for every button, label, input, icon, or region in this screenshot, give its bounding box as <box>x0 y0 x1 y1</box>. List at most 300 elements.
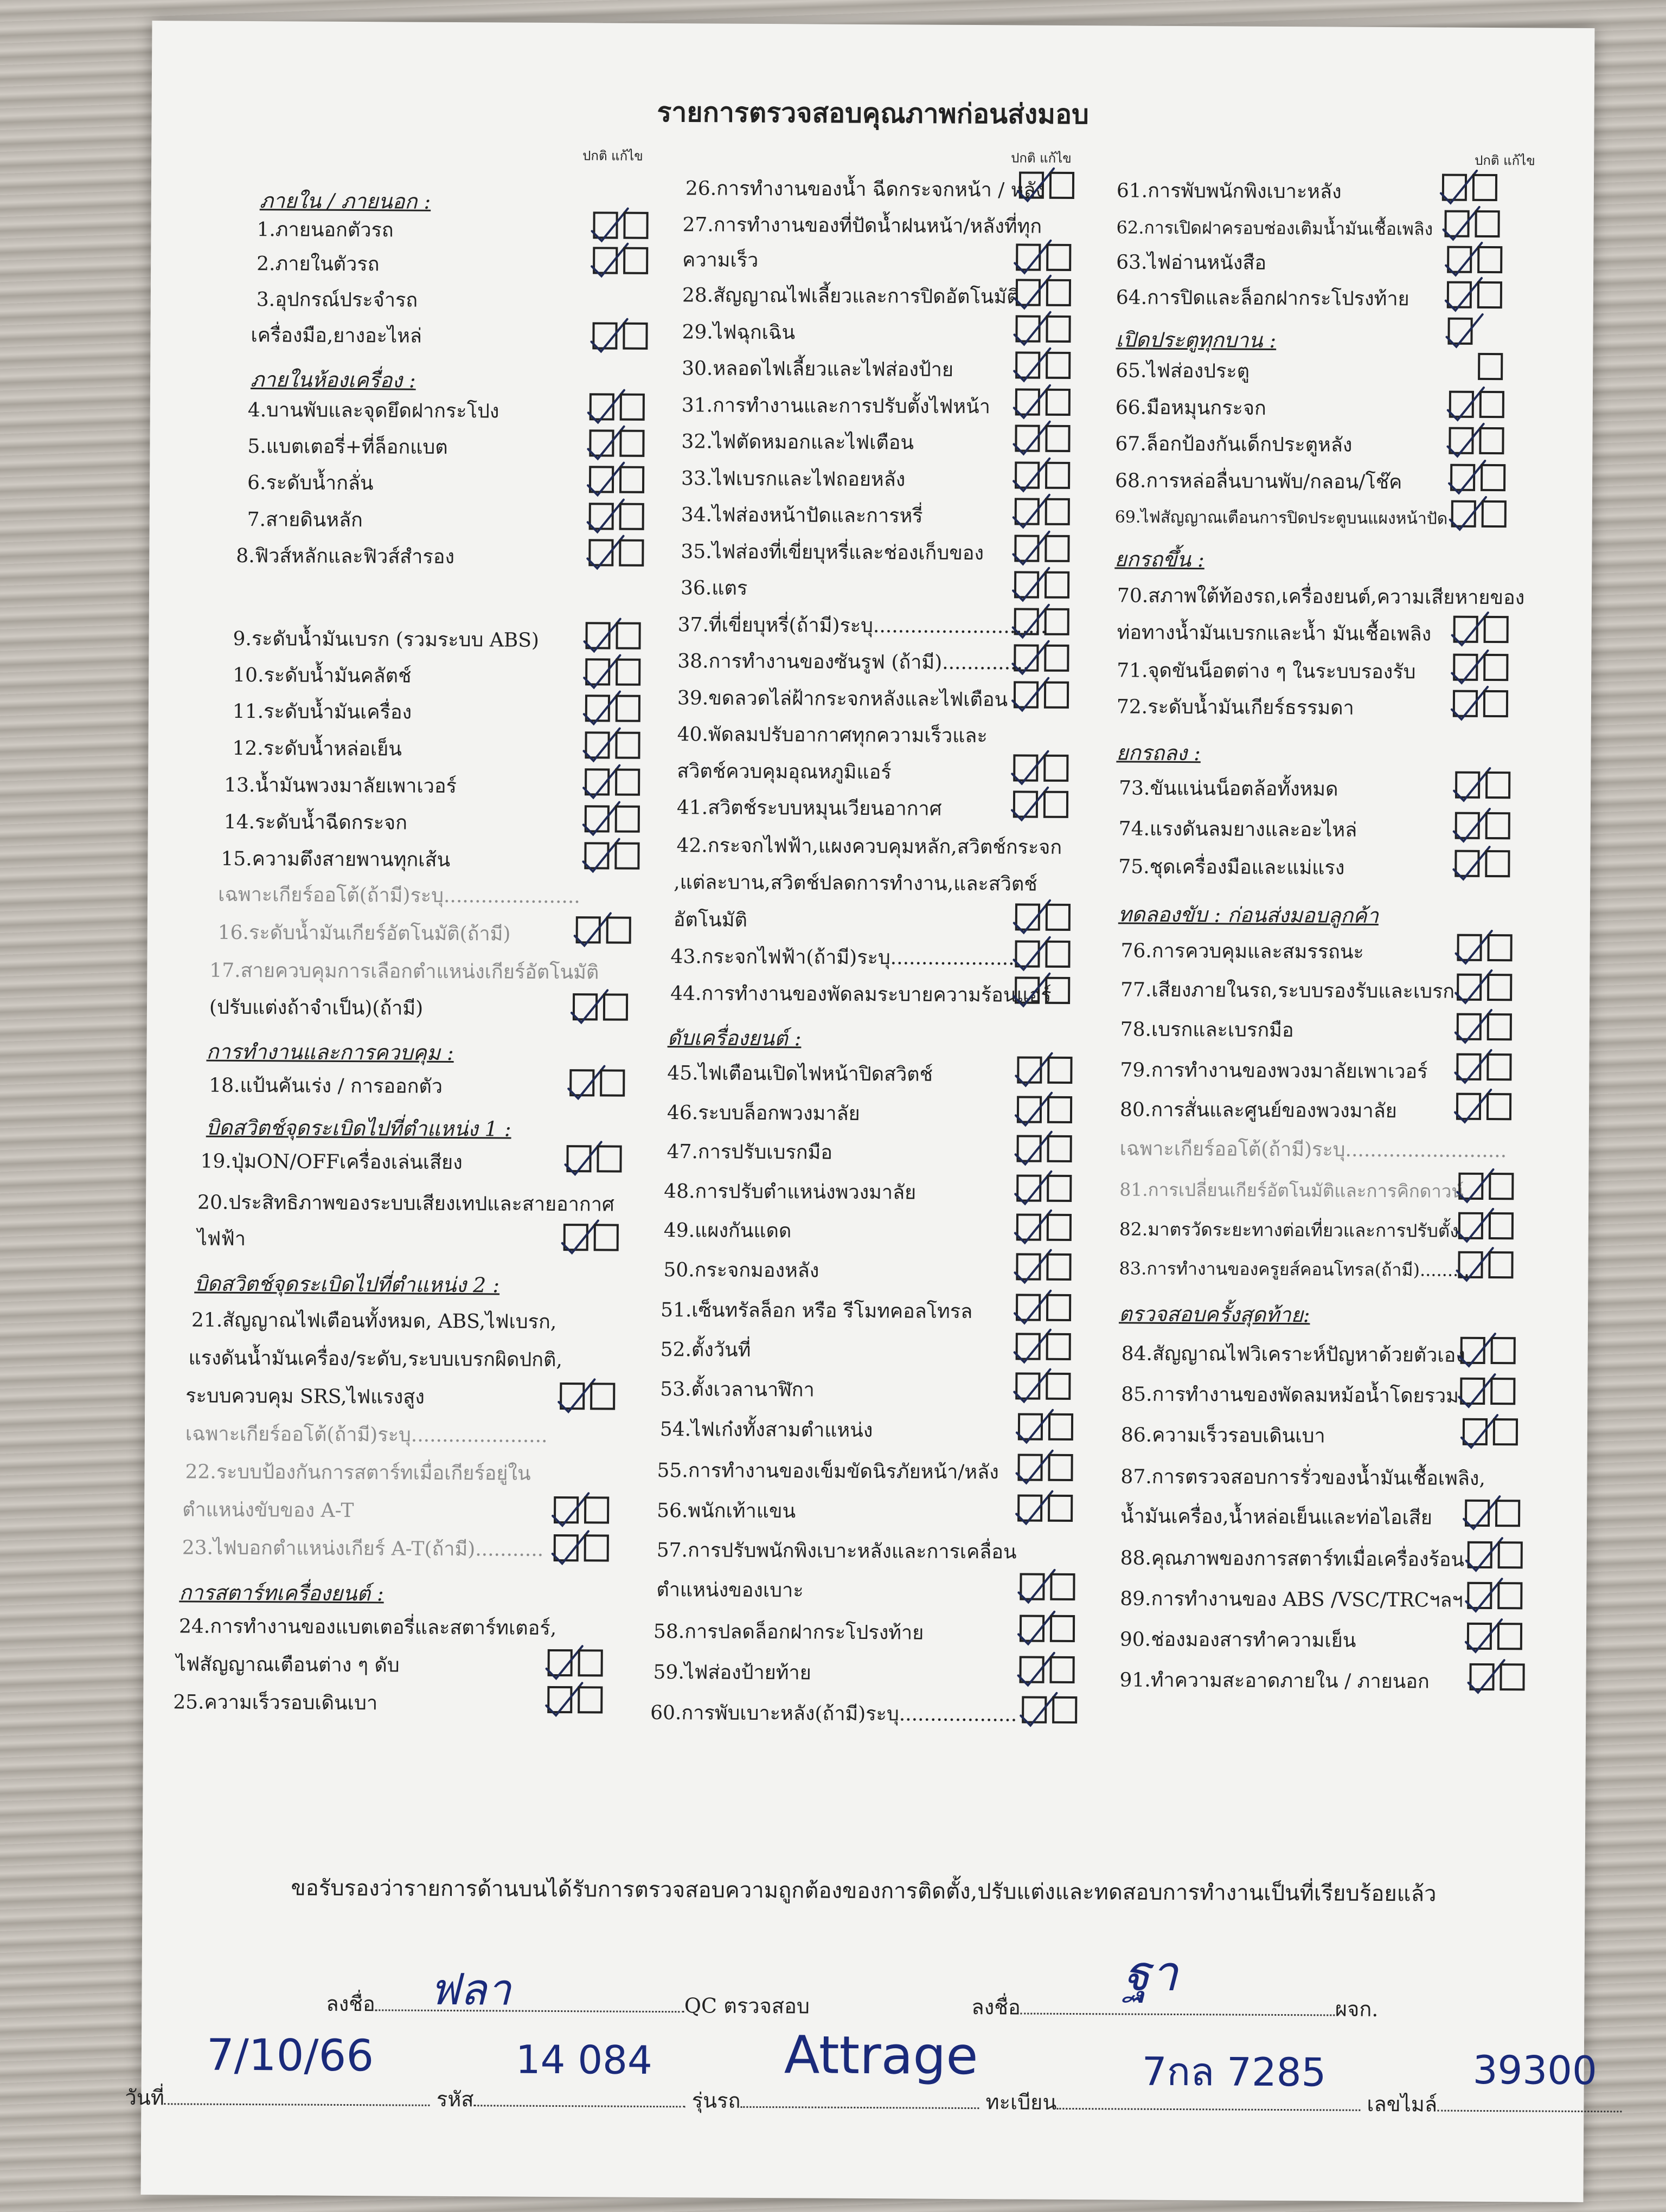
checkbox-fixed[interactable] <box>1475 210 1500 237</box>
checkbox-fixed[interactable] <box>1493 1418 1518 1445</box>
checkbox-fixed[interactable] <box>1483 690 1508 717</box>
checkbox-normal[interactable] <box>1451 500 1476 528</box>
checkbox-pair <box>1444 210 1501 239</box>
checklist-item: 74.แรงดันลมยางและอะไหล่ <box>1118 818 1357 841</box>
checkbox-normal[interactable] <box>1449 391 1474 418</box>
checkbox-normal[interactable] <box>592 322 617 349</box>
checklist-item: 4.บานพับและจุดยึดฝากระโปง <box>247 398 499 423</box>
checkbox-normal[interactable] <box>1014 608 1039 635</box>
checkbox-normal[interactable] <box>1013 790 1038 818</box>
checklist-item: 40.พัดลมปรับอากาศทุกความเร็วและ <box>677 723 988 748</box>
checklist-item: 15.ความตึงสายพานทุกเส้น <box>221 847 451 871</box>
checkbox-pair <box>1467 1582 1523 1611</box>
checkbox-pair <box>1016 279 1072 307</box>
checkbox-normal[interactable] <box>1447 281 1472 308</box>
checkbox-normal[interactable] <box>1015 903 1040 930</box>
mileage-value: 39300 <box>1472 2047 1598 2094</box>
date-value: 7/10/66 <box>206 2029 374 2081</box>
checklist-item: 9.ระดับน้ำมันเบรก (รวมระบบ ABS) <box>233 627 540 652</box>
checkbox-fixed[interactable] <box>1045 608 1069 635</box>
checkbox-pair <box>1017 1494 1074 1523</box>
checkbox-fixed[interactable] <box>616 659 640 686</box>
checkbox-pair <box>1468 1541 1524 1570</box>
checkbox-fixed[interactable] <box>1044 645 1069 672</box>
checklist-item: เครื่องมือ,ยางอะไหล่ <box>251 324 422 348</box>
checkbox-normal[interactable] <box>1014 644 1039 671</box>
checkbox-fixed[interactable] <box>578 1649 603 1676</box>
checkbox-normal[interactable] <box>1017 1494 1042 1521</box>
checkbox-normal[interactable] <box>1458 1212 1483 1239</box>
checkbox-fixed[interactable] <box>600 1069 625 1096</box>
checkbox-fixed[interactable] <box>1048 1454 1073 1481</box>
checkbox-fixed[interactable] <box>623 247 648 274</box>
checkbox-fixed[interactable] <box>606 916 631 943</box>
checkbox-pair <box>1015 461 1071 490</box>
checkbox-normal[interactable] <box>1449 427 1473 454</box>
checklist-item: 78.เบรกและเบรกมือ <box>1120 1018 1294 1042</box>
checkbox-pair <box>1017 1096 1073 1124</box>
checkbox-fixed[interactable] <box>1484 616 1509 643</box>
checkbox-pair <box>1455 771 1511 800</box>
checkbox-pair <box>1447 353 1504 382</box>
checkbox-pair <box>547 1686 604 1715</box>
checklist-item: 44.การทำงานของพัดลมระบายความร้อนแอร์ <box>670 982 1052 1007</box>
checkbox-pair <box>1442 174 1498 203</box>
checklist-item: ไฟสัญญาณเตือนต่าง ๆ ดับ <box>176 1653 400 1677</box>
checkbox-fixed[interactable] <box>1472 174 1497 201</box>
checklist-item: 48.การปรับตำแหน่งพวงมาลัย <box>664 1180 917 1204</box>
date-label: วันที่ <box>125 2085 164 2110</box>
checkbox-fixed[interactable] <box>578 1686 603 1713</box>
checkbox-fixed[interactable] <box>1497 1623 1522 1650</box>
checkbox-pair <box>1453 690 1509 719</box>
checklist-item: น้ำมันเครื่อง,น้ำหล่อเย็นและท่อไอเสีย <box>1120 1505 1433 1529</box>
checkbox-fixed[interactable] <box>1045 571 1069 599</box>
checkbox-fixed[interactable] <box>1500 1663 1524 1690</box>
checkbox-fixed[interactable] <box>1490 1378 1515 1405</box>
checkbox-pair <box>589 429 645 458</box>
checkbox-fixed[interactable] <box>623 212 648 239</box>
checkbox-pair <box>1463 1418 1519 1447</box>
checkbox-normal[interactable] <box>1015 976 1040 1004</box>
checkbox-fixed[interactable] <box>1050 1573 1075 1600</box>
checkbox-normal[interactable] <box>1456 1053 1481 1081</box>
checkbox-pair <box>592 322 649 351</box>
checklist-item: 31.การทำงานและการปรับตั้งไฟหน้า <box>681 394 990 419</box>
checkbox-pair <box>1458 1173 1515 1201</box>
checkbox-fixed[interactable] <box>619 503 644 530</box>
checkbox-pair <box>585 731 641 760</box>
checkbox-normal[interactable] <box>1442 174 1467 201</box>
checklist-item: 57.การปรับพนักพิงเบาะหลังและการเคลื่อน <box>656 1539 1017 1564</box>
checklist-item: 22.ระบบป้องกันการสตาร์ทเมื่อเกียร์อยู่ใน <box>185 1461 531 1485</box>
checkbox-fixed[interactable] <box>1046 316 1071 343</box>
checkbox-pair <box>1016 1174 1073 1203</box>
checkbox-pair <box>548 1649 604 1678</box>
qc-signature-line <box>326 1987 810 2023</box>
checklist-item: 6.ระดับน้ำกลั่น <box>247 471 374 495</box>
checklist-item: 13.น้ำมันพวงมาลัยเพาเวอร์ <box>224 774 457 798</box>
checkbox-normal[interactable] <box>585 768 610 795</box>
checklist-item: 21.สัญญาณไฟเตือนทั้งหมด, ABS,ไฟเบรก, <box>191 1309 557 1334</box>
checkbox-fixed[interactable] <box>584 1496 609 1523</box>
checkbox-fixed[interactable] <box>1047 1214 1072 1241</box>
checkbox-fixed[interactable] <box>1046 1373 1071 1400</box>
checkbox-fixed[interactable] <box>1046 1253 1071 1281</box>
checkbox-pair <box>1016 1213 1073 1242</box>
checkbox-normal[interactable] <box>593 247 618 274</box>
section-heading: ดับเครื่องยนต์ : <box>667 1026 802 1051</box>
checkbox-fixed[interactable] <box>1487 1013 1512 1040</box>
checklist-item: 70.สภาพใต้ท้องรถ,เครื่องยนต์,ความเสียหายของ <box>1117 584 1525 609</box>
checkbox-pair <box>1015 315 1072 344</box>
checklist-item: 89.การทำงานของ ABS /VSC/TRCฯลฯ <box>1120 1587 1463 1612</box>
checkbox-fixed[interactable] <box>1047 1096 1072 1123</box>
checkbox-pair <box>1467 1623 1523 1651</box>
checkbox-fixed[interactable] <box>615 732 640 759</box>
checklist-item: 34.ไฟส่องหน้าปัดและการหรี่ <box>681 504 923 528</box>
checkbox-fixed[interactable] <box>594 1224 619 1251</box>
checkbox-fixed[interactable] <box>1485 812 1510 839</box>
checkbox-fixed[interactable] <box>1045 498 1070 525</box>
checkbox-normal[interactable] <box>584 842 609 869</box>
checkbox-fixed[interactable] <box>1046 244 1071 271</box>
checkbox-normal[interactable] <box>1468 1541 1492 1568</box>
footer-line <box>125 2081 1622 2121</box>
checkbox-fixed[interactable] <box>603 993 628 1020</box>
checkbox-normal[interactable] <box>585 731 610 758</box>
checkbox-fixed[interactable] <box>619 430 644 457</box>
checkbox-fixed[interactable] <box>1045 977 1070 1004</box>
checklist-item: 80.การสั่นและศูนย์ของพวงมาลัย <box>1119 1098 1397 1123</box>
checkbox-fixed[interactable] <box>1050 1615 1075 1642</box>
checklist-item: 79.การทำงานของพวงมาลัยเพาเวอร์ <box>1120 1059 1428 1083</box>
checkbox-fixed[interactable] <box>1046 1294 1071 1321</box>
checkbox-pair <box>585 622 642 651</box>
checkbox-pair <box>1465 1500 1521 1528</box>
checkbox-normal[interactable] <box>1016 1253 1041 1280</box>
checkbox-fixed[interactable] <box>1482 500 1507 528</box>
checkbox-normal[interactable] <box>589 393 614 420</box>
checklist-item: 54.ไฟเก๋งทั้งสามตำแหน่ง <box>659 1418 873 1442</box>
checklist-item: 59.ไฟส่องป้ายท้าย <box>653 1661 811 1684</box>
checkbox-fixed[interactable] <box>1049 172 1074 199</box>
checkbox-normal[interactable] <box>1020 1615 1045 1642</box>
checkbox-fixed[interactable] <box>1487 934 1512 961</box>
checkbox-fixed[interactable] <box>1497 1582 1522 1609</box>
checkbox-normal[interactable] <box>1016 243 1041 271</box>
checkbox-normal[interactable] <box>1019 171 1044 198</box>
checkbox-normal[interactable] <box>1017 1056 1042 1083</box>
checkbox-normal[interactable] <box>576 916 601 943</box>
checkbox-pair <box>1460 1378 1516 1406</box>
checkbox-fixed[interactable] <box>1046 352 1071 379</box>
checkbox-normal[interactable] <box>1014 681 1039 708</box>
checklist-item: ตำแหน่งของเบาะ <box>656 1578 804 1602</box>
checklist-item: 51.เซ็นทรัลล็อก หรือ รีโมทคอลโทรล <box>660 1299 973 1323</box>
checkbox-fixed[interactable] <box>1486 1053 1511 1081</box>
checkbox-normal[interactable] <box>548 1649 573 1676</box>
checkbox-fixed[interactable] <box>1043 791 1068 818</box>
checkbox-normal[interactable] <box>1444 210 1469 237</box>
checklist-item: สวิตช์ควบคุมอุณหภูมิแอร์ <box>677 760 892 784</box>
checkbox-fixed[interactable] <box>1479 391 1504 418</box>
checkbox-fixed[interactable] <box>1487 974 1512 1001</box>
checkbox-normal[interactable] <box>1013 754 1038 781</box>
checkbox-normal[interactable] <box>1015 388 1040 415</box>
checkbox-fixed[interactable] <box>1489 1173 1514 1200</box>
checkbox-normal[interactable] <box>589 466 614 493</box>
checklist-item: 91.ทำความสะอาดภายใน / ภายนอก <box>1119 1669 1430 1693</box>
checkbox-normal[interactable] <box>585 695 610 722</box>
checklist-item: 2.ภายในตัวรถ <box>257 253 380 276</box>
checkbox-normal[interactable] <box>1467 1582 1492 1609</box>
checkbox-pair <box>1451 500 1508 529</box>
checkbox-fixed[interactable] <box>1052 1696 1077 1724</box>
checkbox-normal[interactable] <box>1467 1623 1492 1650</box>
checkbox-fixed[interactable] <box>1485 850 1510 877</box>
checkbox-fixed[interactable] <box>1043 755 1068 782</box>
checklist-item: 83.การทำงานของครูยส์คอนโทรล(ถ้ามี)......... <box>1119 1258 1470 1281</box>
checkbox-fixed[interactable] <box>615 806 640 833</box>
checkbox-fixed[interactable] <box>1046 279 1071 306</box>
checklist-item: 32.ไฟตัดหมอกและไฟเตือน <box>681 430 914 454</box>
checkbox-normal[interactable] <box>1016 1333 1041 1360</box>
checkbox-fixed[interactable] <box>615 769 640 796</box>
checkbox-fixed[interactable] <box>584 1534 609 1561</box>
checkbox-normal[interactable] <box>1454 850 1479 877</box>
checkbox-fixed[interactable] <box>616 622 640 650</box>
checkbox-normal[interactable] <box>1016 1174 1041 1201</box>
checkbox-fixed[interactable] <box>1045 425 1070 452</box>
checklist-item: 77.เสียงภายในรถ,ระบบรองรับและเบรก <box>1120 979 1455 1003</box>
checklist-item: 81.การเปลี่ยนเกียร์อัตโนมัติและการคิกดาวน์ <box>1119 1179 1464 1202</box>
checklist-item: 12.ระดับน้ำหล่อเย็น <box>232 737 402 761</box>
checkbox-fixed[interactable] <box>614 843 639 870</box>
checkbox-pair <box>1455 812 1511 841</box>
checkbox-pair <box>585 768 641 797</box>
checkbox-normal[interactable] <box>1015 351 1040 378</box>
checklist-item: 65.ไฟส่องประตู <box>1116 359 1250 383</box>
checkbox-normal[interactable] <box>566 1145 591 1172</box>
checkbox-normal[interactable] <box>1020 1573 1045 1600</box>
checkbox-fixed[interactable] <box>1495 1500 1520 1527</box>
checkbox-normal[interactable] <box>1015 461 1040 488</box>
checkbox-normal[interactable] <box>589 503 614 530</box>
checkbox-normal[interactable] <box>1015 425 1040 452</box>
checklist-item: ,แต่ละบาน,สวิตช์ปลดการทำงาน,และสวิตช์ <box>674 871 1037 896</box>
checkbox-fixed[interactable] <box>623 323 648 350</box>
checkbox-normal[interactable] <box>1455 771 1480 799</box>
checkbox-fixed[interactable] <box>1483 654 1508 681</box>
checkbox-fixed[interactable] <box>619 466 644 493</box>
checkbox-fixed[interactable] <box>597 1145 621 1172</box>
checkbox-pair <box>1020 1615 1076 1643</box>
checkbox-fixed[interactable] <box>1049 1656 1074 1683</box>
checkbox-fixed[interactable] <box>1485 771 1510 799</box>
checkbox-pair <box>1018 1413 1074 1442</box>
checkbox-normal[interactable] <box>1457 934 1482 961</box>
checkbox-pair <box>554 1496 610 1525</box>
checkbox-fixed[interactable] <box>1498 1541 1523 1568</box>
checkbox-normal[interactable] <box>1019 1656 1044 1683</box>
checkbox-normal[interactable] <box>1015 315 1040 342</box>
checklist-item: 87.การตรวจสอบการรั่วของน้ำมันเชื้อเพลิง, <box>1120 1465 1485 1490</box>
sign-label: ลงชื่อ <box>971 1995 1021 2020</box>
checklist-item: (ปรับแต่งถ้าจำเป็น)(ถ้ามี) <box>209 996 424 1020</box>
checklist-item: 45.ไฟเตือนเปิดไฟหน้าปิดสวิตช์ <box>667 1062 933 1086</box>
checklist-item: 35.ไฟส่องที่เขี่ยบุหรี่และช่องเก็บของ <box>681 541 984 565</box>
checklist-item: 23.ไฟบอกตำแหน่งเกียร์ A-T(ถ้ามี)........... <box>182 1536 544 1561</box>
checkbox-pair <box>1019 171 1075 200</box>
checkbox-fixed[interactable] <box>1478 353 1503 380</box>
checkbox-fixed[interactable] <box>1047 1057 1072 1084</box>
checkbox-fixed[interactable] <box>590 1382 615 1410</box>
checklist-item: ตำแหน่งขับของ A-T <box>182 1499 354 1522</box>
checkbox-pair <box>1458 1251 1514 1280</box>
checkbox-normal[interactable] <box>589 429 614 456</box>
checkbox-fixed[interactable] <box>1479 427 1504 454</box>
checklist-item: 18.แป้นคันเร่ง / การออกตัว <box>209 1074 443 1098</box>
checkbox-normal[interactable] <box>569 1069 594 1096</box>
checkbox-pair <box>1015 388 1072 417</box>
checkbox-normal[interactable] <box>593 211 618 239</box>
checklist-item: 64.การปิดและล็อกฝากระโปรงท้าย <box>1116 286 1409 311</box>
checkbox-normal[interactable] <box>1455 812 1480 839</box>
checkbox-normal[interactable] <box>554 1534 579 1561</box>
checkbox-normal[interactable] <box>1014 535 1039 562</box>
checkbox-fixed[interactable] <box>1477 246 1502 273</box>
checklist-item: ท่อทางน้ำมันเบรกและน้ำ มันเชื้อเพลิง <box>1117 621 1432 646</box>
checkbox-fixed[interactable] <box>1047 1135 1072 1162</box>
checkbox-normal[interactable] <box>1017 1454 1042 1481</box>
manager-signature: ฐา <box>1123 1945 1178 2003</box>
checkbox-normal[interactable] <box>585 658 610 685</box>
checkbox-normal[interactable] <box>1017 1135 1042 1162</box>
checkbox-pair <box>593 211 649 240</box>
checkbox-fixed[interactable] <box>619 539 644 567</box>
checkbox-fixed[interactable] <box>1048 1495 1073 1522</box>
checkbox-normal[interactable] <box>1015 1372 1040 1399</box>
checkbox-pair <box>1447 281 1503 310</box>
checkbox-pair <box>593 247 649 275</box>
checkbox-normal[interactable] <box>560 1382 585 1410</box>
checkbox-normal[interactable] <box>1463 1418 1488 1445</box>
section-heading: ตรวจสอบครั้งสุดท้าย: <box>1118 1302 1310 1327</box>
checkbox-normal[interactable] <box>1469 1663 1494 1690</box>
checkbox-normal[interactable] <box>1457 1013 1482 1040</box>
checkbox-normal[interactable] <box>1015 498 1040 525</box>
checkbox-fixed[interactable] <box>1048 1413 1073 1441</box>
checkbox-fixed[interactable] <box>616 695 640 722</box>
checklist-item: 63.ไฟอ่านหนังสือ <box>1116 251 1267 274</box>
checklist-item: 90.ช่องมองสารทำความเย็น <box>1119 1628 1356 1652</box>
checkbox-normal[interactable] <box>588 539 613 566</box>
checklist-item: 76.การควบคุมและสมรรถนะ <box>1120 940 1364 963</box>
checkbox-normal[interactable] <box>1457 974 1482 1001</box>
note-line: เฉพาะเกียร์ออโต้(ถ้ามี)ระบุ...................... <box>185 1423 548 1447</box>
checkbox-normal[interactable] <box>1014 571 1039 598</box>
checkbox-normal[interactable] <box>585 622 610 649</box>
checkbox-fixed[interactable] <box>1046 904 1071 931</box>
checkbox-fixed[interactable] <box>1489 1212 1514 1239</box>
checkbox-fixed[interactable] <box>1477 281 1502 308</box>
checkbox-pair <box>1015 903 1072 932</box>
checkbox-fixed[interactable] <box>620 394 645 421</box>
checkbox-normal[interactable] <box>1458 1251 1483 1278</box>
checkbox-normal[interactable] <box>1453 616 1478 643</box>
checkbox-pair <box>1014 535 1071 563</box>
checkbox-fixed[interactable] <box>1047 1175 1072 1202</box>
checklist-item: 62.การเปิดฝาครอบช่องเติมน้ำมันเชื้อเพลิง <box>1116 217 1433 240</box>
checkbox-fixed[interactable] <box>1045 535 1069 562</box>
checkbox-normal[interactable] <box>585 805 610 832</box>
checkbox-fixed[interactable] <box>1046 1333 1071 1360</box>
checkbox-normal[interactable] <box>1450 464 1475 491</box>
checkbox-fixed[interactable] <box>1045 462 1070 489</box>
checkbox-normal[interactable] <box>547 1686 572 1713</box>
checklist-item: 30.หลอดไฟเลี้ยวและไฟส่องป้าย <box>682 357 954 381</box>
checkbox-normal[interactable] <box>1018 1413 1043 1440</box>
checkbox-normal[interactable] <box>1017 1096 1042 1123</box>
checkbox-normal[interactable] <box>1016 1294 1041 1321</box>
checklist-item: 1.ภายนอกตัวรถ <box>257 218 394 242</box>
checkbox-normal[interactable] <box>1453 690 1478 717</box>
checklist-item: 29.ไฟฉุกเฉิน <box>682 321 796 344</box>
checkbox-fixed[interactable] <box>1044 681 1069 709</box>
checkbox-normal[interactable] <box>1447 246 1472 273</box>
sign-label: ลงชื่อ <box>326 1991 375 2016</box>
checkbox-normal[interactable] <box>1465 1500 1490 1527</box>
section-heading: บิดสวิตช์จุดระเบิดไปที่ตำแหน่ง 1 : <box>206 1115 511 1141</box>
checklist-item: 17.สายควบคุมการเลือกตำแหน่งเกียร์อัตโนมัติ <box>209 959 599 984</box>
checkbox-normal[interactable] <box>1460 1337 1485 1364</box>
plate-label: ทะเบียน <box>985 2090 1057 2114</box>
checkbox-fixed[interactable] <box>1046 389 1071 416</box>
form-title: รายการตรวจสอบคุณภาพก่อนส่งมอบ <box>657 95 1089 131</box>
checkbox-normal[interactable] <box>1015 940 1040 967</box>
checkbox-pair <box>1017 1454 1074 1482</box>
checkbox-fixed[interactable] <box>1491 1337 1516 1364</box>
checkbox-pair <box>1460 1337 1517 1366</box>
check-mark-icon <box>1442 309 1485 352</box>
section-heading: ภายใน / ภายนอก : <box>259 189 431 214</box>
checklist-item: 10.ระดับน้ำมันคลัตช์ <box>233 664 412 687</box>
checkbox-normal[interactable] <box>1456 1093 1481 1120</box>
checkbox-fixed[interactable] <box>1481 464 1505 491</box>
checklist-item: 46.ระบบล็อกพวงมาลัย <box>667 1102 860 1125</box>
checkbox-normal[interactable] <box>554 1496 579 1523</box>
checkbox-fixed[interactable] <box>1488 1251 1513 1278</box>
checkbox-fixed[interactable] <box>1486 1093 1511 1120</box>
checkbox-normal[interactable] <box>1016 279 1041 306</box>
qc-label: QC ตรวจสอบ <box>684 1994 810 2018</box>
checkbox-normal[interactable] <box>563 1224 588 1251</box>
checkbox-normal[interactable] <box>573 993 598 1020</box>
checkbox-pair <box>589 393 646 422</box>
section-heading: ยกรถลง : <box>1116 741 1201 766</box>
checkbox-normal[interactable] <box>1453 654 1478 681</box>
checkbox-fixed[interactable] <box>1045 941 1070 968</box>
checkbox-normal[interactable] <box>1458 1173 1483 1200</box>
checkbox-normal[interactable] <box>1016 1213 1041 1240</box>
checklist-item: ไฟฟ้า <box>197 1227 246 1250</box>
checkbox-pair <box>1013 790 1069 819</box>
note-line: เฉพาะเกียร์ออโต้(ถ้ามี)ระบุ.......................... <box>1119 1137 1507 1162</box>
checkbox-normal[interactable] <box>1447 318 1472 345</box>
checkbox-normal[interactable] <box>1022 1696 1047 1724</box>
checkbox-normal[interactable] <box>1460 1378 1485 1405</box>
